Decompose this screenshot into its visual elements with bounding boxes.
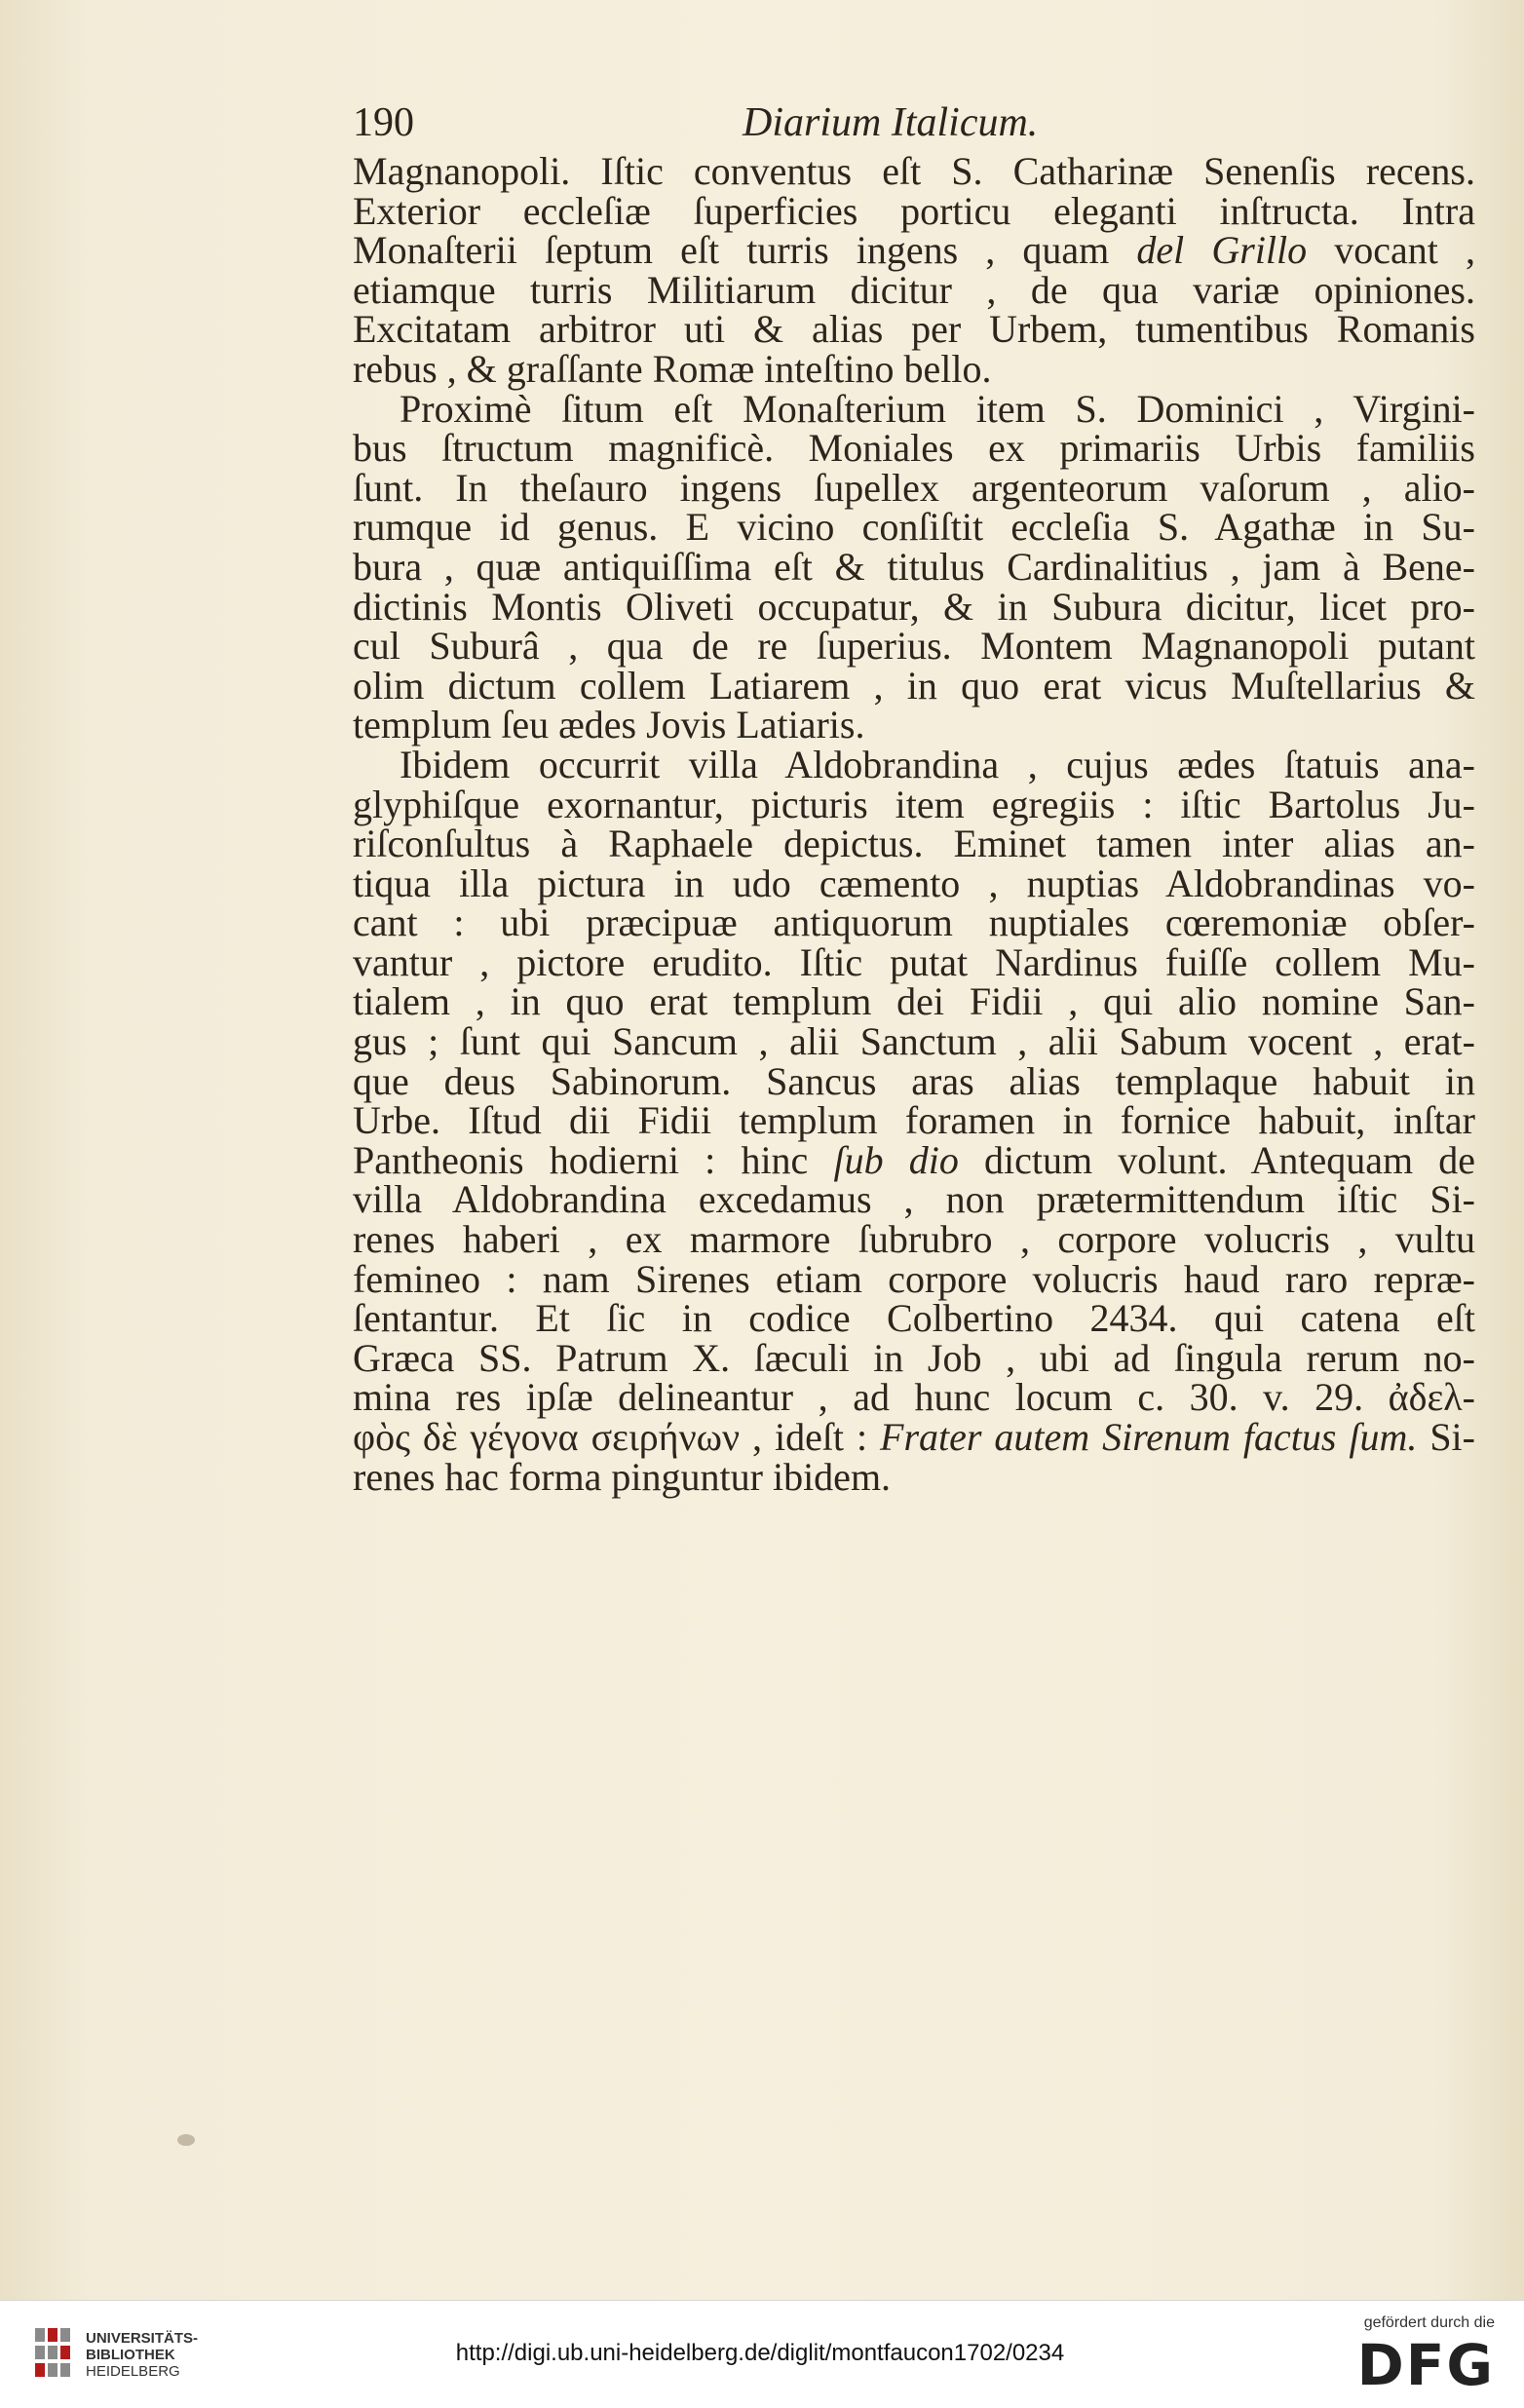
text-segment: Græca SS. Patrum X. ſæculi in Job , ubi ad ſingula rerum no-: [353, 1335, 1475, 1380]
text-segment: mina res ipſæ delineantur , ad hunc locum c. 30. v. 29. ἀδελ-: [353, 1375, 1475, 1420]
body-text: [353, 149, 1475, 1499]
text-line: [353, 1335, 1475, 1380]
text-segment: Ibidem occurrit villa Aldobrandina , cujus ædes ſtatuis ana-: [400, 742, 1475, 786]
ub-line-1: UNIVERSITÄTS-: [86, 2330, 199, 2347]
text-line: [353, 465, 1475, 510]
text-segment: cant : ubi præcipuæ antiquorum nuptiales cœremoniæ obſer-: [353, 900, 1475, 945]
text-segment: rumque id genus. E vicino conſiſtit eccleſia S. Agathæ in Su-: [353, 505, 1475, 550]
ub-line-3: HEIDELBERG: [86, 2363, 180, 2380]
text-segment: renes haberi , ex marmore ſubrubro , corpore volucris , vultu: [353, 1217, 1475, 1262]
text-segment: ſunt. In theſauro ingens ſupellex argenteorum vaſorum , alio-: [353, 465, 1475, 510]
text-line: [353, 1137, 1475, 1182]
text-segment: glyphiſque exornantur, picturis item egregiis : iſtic Bartolus Ju-: [353, 782, 1475, 826]
text-line: [353, 624, 1475, 669]
text-segment: φὸς δὲ γέγονα σειρήνων , ideſt :: [353, 1415, 881, 1459]
text-segment: etiamque turris Militiarum dicitur , de qua variæ opiniones.: [353, 267, 1475, 312]
text-line: [353, 1296, 1475, 1341]
text-segment: Exterior eccleſiæ ſuperficies porticu eleganti inſtructa. Intra: [353, 188, 1475, 233]
dfg-caption: gefördert durch die: [1363, 2314, 1495, 2331]
text-line: [353, 1454, 1475, 1499]
text-segment: villa Aldobrandina excedamus , non prætermittendum iſtic Si-: [353, 1177, 1475, 1222]
dfg-logo: DFG: [1356, 2332, 1495, 2398]
text-line: [353, 1019, 1475, 1064]
text-line: [353, 860, 1475, 905]
university-library-name: [86, 2330, 198, 2380]
text-line: [353, 426, 1475, 471]
text-line: [353, 979, 1475, 1024]
text-segment: femineo : nam Sirenes etiam corpore volucris haud raro repræ-: [353, 1256, 1475, 1301]
page-number: 190: [353, 100, 414, 145]
text-segment: dictinis Montis Oliveti occupatur, & in Subura dicitur, licet pro-: [353, 584, 1475, 629]
text-line: [353, 228, 1475, 273]
footer-bar: [0, 2300, 1524, 2408]
text-line: [353, 1098, 1475, 1143]
text-line: [353, 1217, 1475, 1262]
running-head: [353, 99, 1475, 154]
text-segment: Si-: [1417, 1415, 1475, 1459]
text-segment: tialem , in quo erat templum dei Fidii , qui alio nomine San-: [353, 979, 1475, 1024]
italic-segment: ſub dio: [833, 1137, 959, 1182]
text-line: [353, 307, 1475, 352]
text-line: [353, 742, 1475, 786]
running-title: Diarium Italicum.: [743, 100, 1039, 145]
text-line: [353, 939, 1475, 984]
permalink-url[interactable]: http://digi.ub.uni-heidelberg.de/diglit/montfaucon1702/0234: [455, 2340, 1065, 2366]
text-line: [353, 782, 1475, 826]
text-line: [353, 1177, 1475, 1222]
text-segment: que deus Sabinorum. Sancus aras alias templaque habuit in: [353, 1058, 1475, 1103]
text-segment: Pantheonis hodierni : hinc: [353, 1137, 834, 1182]
text-segment: cul Suburâ , qua de re ſuperius. Montem Magnanopoli putant: [353, 624, 1475, 669]
italic-segment: Frater autem Sirenum factus ſum.: [880, 1415, 1418, 1459]
university-library-logo-icon: [35, 2328, 70, 2381]
text-segment: ſentantur. Et ſic in codice Colbertino 2434. qui catena eſt: [353, 1296, 1475, 1341]
text-segment: templum ſeu ædes Jovis Latiaris.: [353, 703, 865, 747]
text-segment: dictum volunt. Antequam de: [958, 1137, 1475, 1182]
text-segment: riſconſultus à Raphaele depictus. Eminet tamen inter alias an-: [353, 822, 1475, 866]
text-segment: bura , quæ antiquiſſima eſt & titulus Cardinalitius , jam à Bene-: [353, 544, 1475, 589]
text-segment: Proximè ſitum eſt Monaſterium item S. Dominici , Virgini-: [400, 386, 1475, 431]
text-line: [353, 267, 1475, 312]
italic-segment: del Grillo: [1136, 228, 1308, 273]
text-segment: renes hac forma pinguntur ibidem.: [353, 1454, 892, 1499]
text-line: [353, 900, 1475, 945]
text-segment: olim dictum collem Latiarem , in quo erat vicus Muſtellarius &: [353, 663, 1475, 707]
text-line: [353, 703, 1475, 747]
text-line: [353, 1375, 1475, 1420]
ub-line-2: BIBLIOTHEK: [86, 2347, 175, 2363]
text-line: [353, 1256, 1475, 1301]
text-line: [353, 188, 1475, 233]
text-segment: bus ſtructum magnificè. Moniales ex primariis Urbis familiis: [353, 426, 1475, 471]
text-line: [353, 544, 1475, 589]
text-line: [353, 386, 1475, 431]
text-segment: vantur , pictore erudito. Iſtic putat Nardinus fuiſſe collem Mu-: [353, 939, 1475, 984]
text-line: [353, 1058, 1475, 1103]
text-segment: vocant ,: [1307, 228, 1475, 273]
text-segment: Excitatam arbitror uti & alias per Urbem, tumentibus Romanis: [353, 307, 1475, 352]
text-segment: tiqua illa pictura in udo cæmento , nuptias Aldobrandinas vo-: [353, 860, 1475, 905]
text-line: [353, 346, 1475, 391]
text-segment: Monaſterii ſeptum eſt turris ingens , quam: [353, 228, 1137, 273]
text-segment: rebus , & graſſante Romæ inteſtino bello.: [353, 346, 992, 391]
text-segment: Magnanopoli. Iſtic conventus eſt S. Catharinæ Senenſis recens.: [353, 149, 1475, 193]
text-line: [353, 663, 1475, 707]
text-segment: Urbe. Iſtud dii Fidii templum foramen in fornice habuit, inſtar: [353, 1098, 1475, 1143]
text-line: [353, 584, 1475, 629]
text-line: [353, 1415, 1475, 1459]
ink-smudge: [177, 2134, 195, 2146]
text-line: [353, 149, 1475, 193]
text-line: [353, 824, 1475, 864]
text-segment: gus ; ſunt qui Sancum , alii Sanctum , alii Sabum vocent , erat-: [353, 1019, 1475, 1064]
text-line: [353, 505, 1475, 550]
